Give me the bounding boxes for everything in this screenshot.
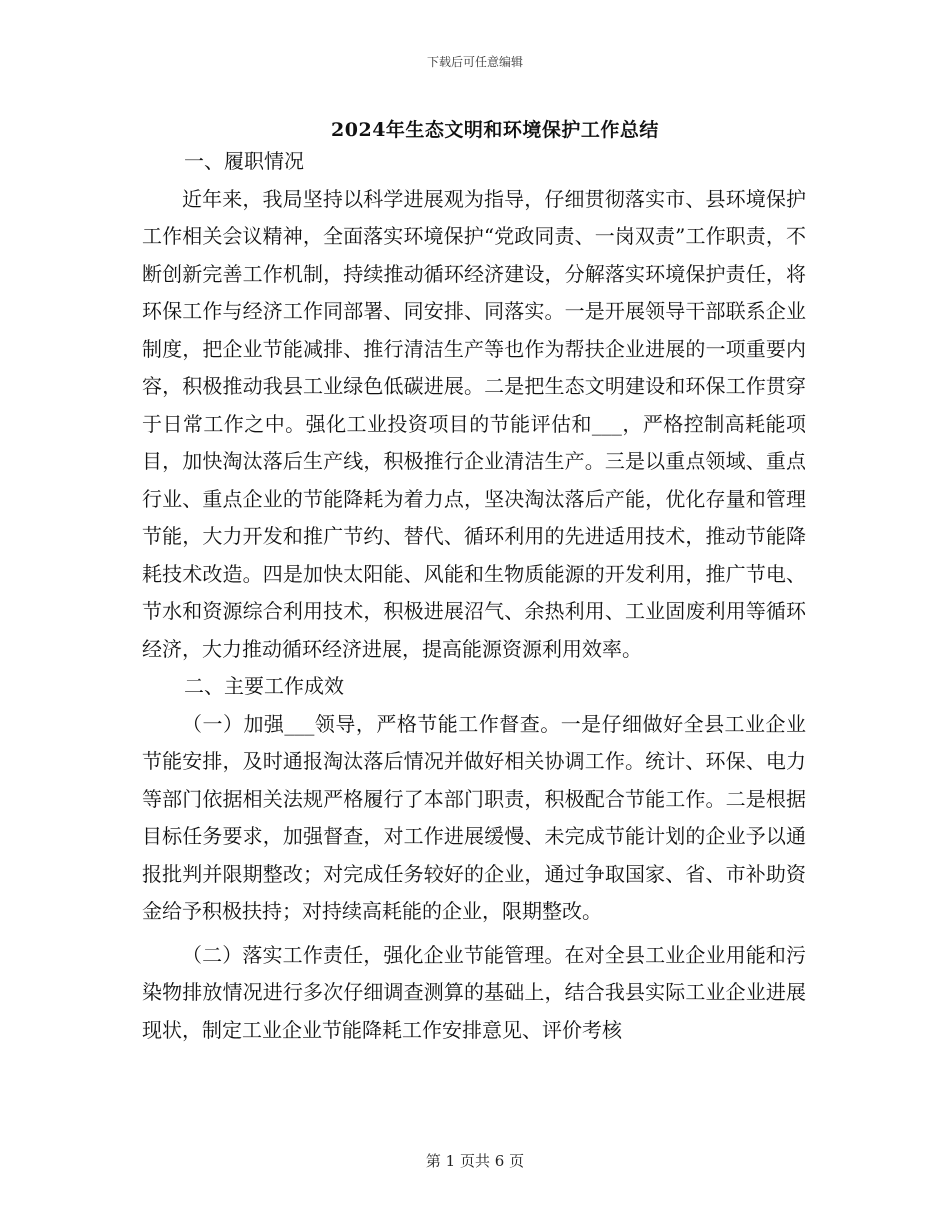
document-title: 2024年生态文明和环境保护工作总结	[331, 119, 659, 141]
body-paragraph: 近年来，我局坚持以科学进展观为指导，仔细贯彻落实市、县环境保护工作相关会议精神，全面落实环境保护“党政同责、一岗双责”工作职责，不断创新完善工作机制，持续推动循环经济建设，分解落实环境保护责任，将环保工作与经济工作同部署、同安排、同落实。一是开展领导干部联系企业制度，把企业节能减排、推行清洁生产等也作为帮扶企业进展的一项重要内容，积极推动我县工业绿色低碳进展。二是把生态文明建设和环保工作贯穿于日常工作之中。强化工业投资项目的节能评估和___，严格控制高耗能项目，加快淘汰落后生产线，积极推行企业清洁生产。三是以重点领域、重点行业、重点企业的节能降耗为着力点，坚决淘汰落后产能，优化存量和管理节能，大力开发和推广节约、替代、循环利用的先进适用技术，推动节能降耗技术改造。四是加快太阳能、风能和生物质能源的开发利用，推广节电、节水和资源综合利用技术，积极进展沼气、余热利用、工业固废利用等循环经济，大力推动循环经济进展，提高能源资源利用效率。	[142, 186, 806, 661]
section-heading: 一、履职情况	[184, 149, 304, 173]
section-heading: 二、主要工作成效	[184, 674, 344, 698]
page-number: 第 1 页共 6 页	[425, 1152, 525, 1170]
body-paragraph: （二）落实工作责任，强化企业节能管理。在对全县工业企业用能和污染物排放情况进行多次仔细调查测算的基础上，结合我县实际工业企业进展现状，制定工业企业节能降耗工作安排意见、评价考核	[142, 942, 806, 1042]
header-note: 下载后可任意编辑	[426, 55, 523, 69]
body-paragraph: （一）加强___领导，严格节能工作督查。一是仔细做好全县工业企业节能安排，及时通报淘汰落后情况并做好相关协调工作。统计、环保、电力等部门依据相关法规严格履行了本部门职责，积极配合节能工作。二是根据目标任务要求，加强督查，对工作进展缓慢、未完成节能计划的企业予以通报批判并限期整改；对完成任务较好的企业，通过争取国家、省、市补助资金给予积极扶持；对持续高耗能的企业，限期整改。	[142, 711, 806, 923]
document-body	[142, 143, 806, 1049]
